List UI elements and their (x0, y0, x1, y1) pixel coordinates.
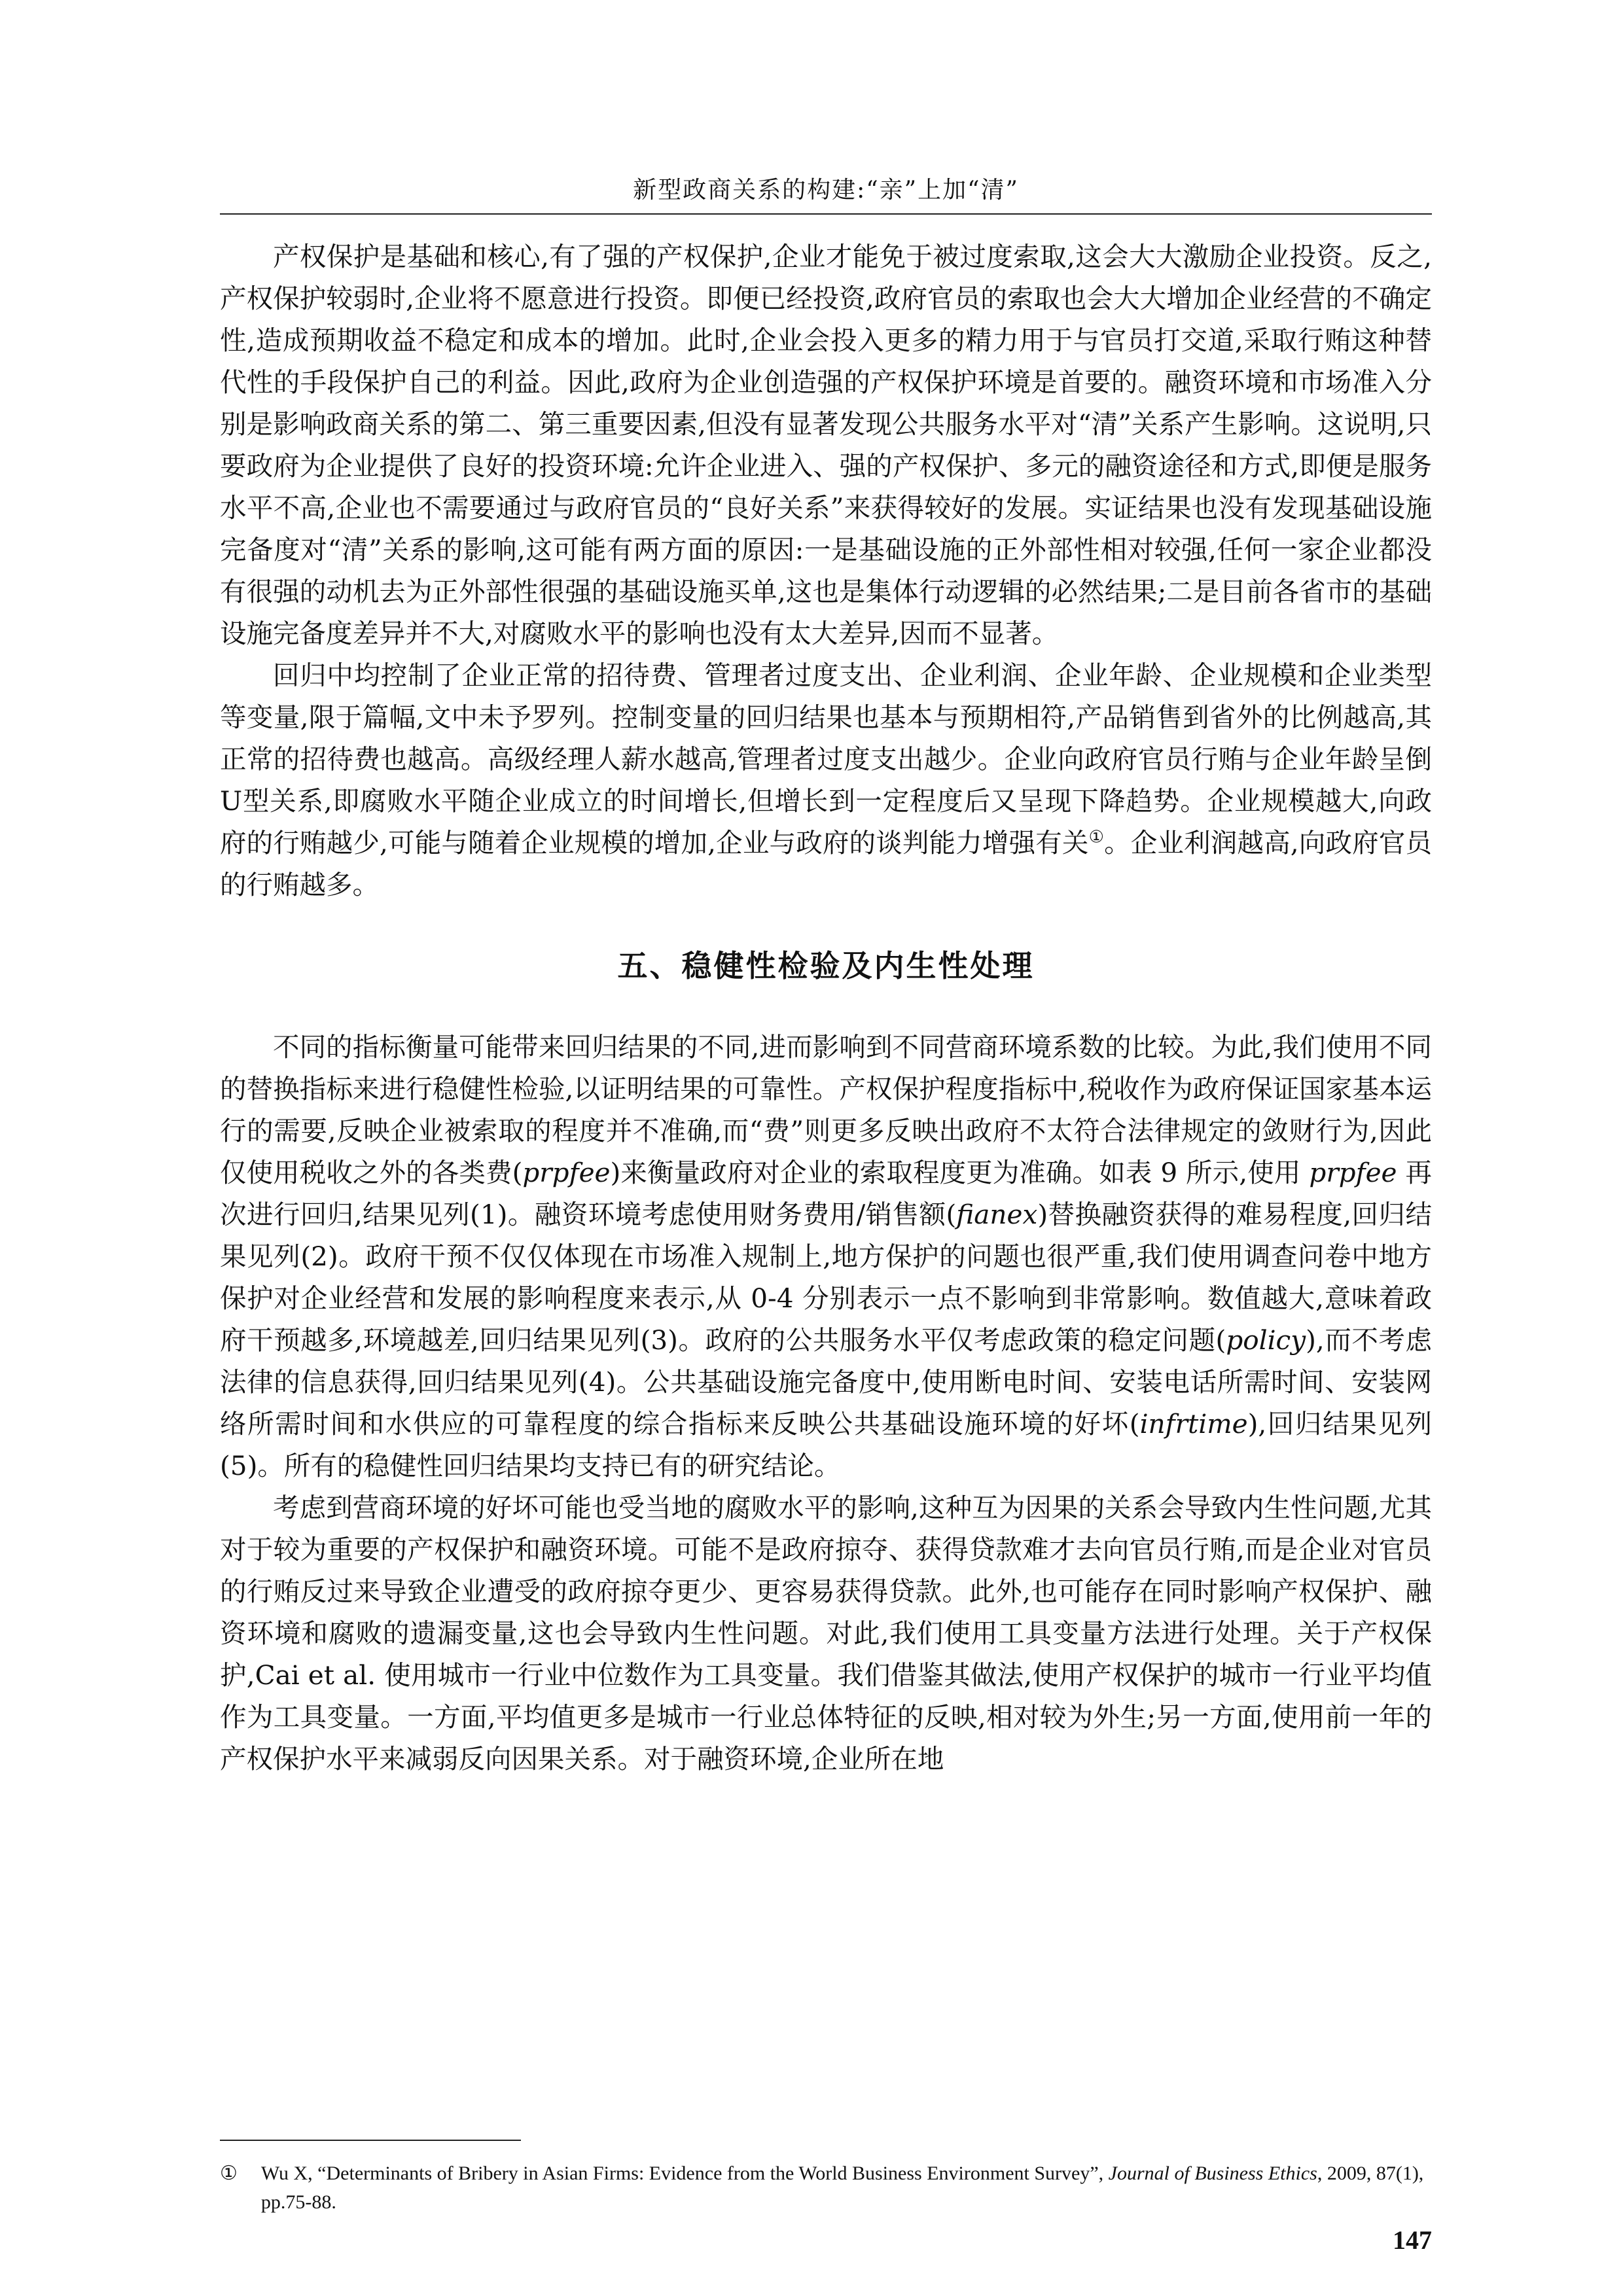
text-run: )来衡量政府对企业的索取程度更为准确。如表 9 所示,使用 (610, 1157, 1310, 1188)
footnote-citation: Wu X, “Determinants of Bribery in Asian Firms: Evidence from the World Business Environment Survey”, (260, 2163, 1109, 2184)
footnote-marker: ① (220, 2163, 238, 2184)
paragraph (220, 654, 1432, 906)
paragraph: 考虑到营商环境的好坏可能也受当地的腐败水平的影响,这种互为因果的关系会导致内生性问题,尤其对于较为重要的产权保护和融资环境。可能不是政府掠夺、获得贷款难才去向官员行贿,而是企业对官员的行贿反过来导致企业遭受的政府掠夺更少、更容易获得贷款。此外,也可能存在同时影响产权保护、融资环境和腐败的遗漏变量,这也会导致内生性问题。对此,我们使用工具变量方法进行处理。关于产权保护,Cai et al. 使用城市一行业中位数作为工具变量。我们借鉴其做法,使用产权保护的城市一行业平均值作为工具变量。一方面,平均值更多是城市一行业总体特征的反映,相对较为外生;另一方面,使用前一年的产权保护水平来减弱反向因果关系。对于融资环境,企业所在地 (220, 1492, 1432, 1775)
text-run: ),回归结果见列(5)。所有的稳健性回归结果均支持已有的研究结论。 (220, 1408, 1432, 1481)
page-number: 147 (1393, 2225, 1432, 2255)
footnote-rule (220, 2140, 521, 2141)
text-run: 再次进行回归,结果见列(1)。融资环境考虑使用财务费用/销售额( (220, 1157, 1433, 1230)
paragraph-tail: 。企业利润越高,向政府官员的行贿越多。 (220, 827, 1432, 900)
running-title: 新型政商关系的构建:“亲”上加“清” (633, 177, 1019, 203)
variable-prpfee: prpfee (1309, 1157, 1397, 1188)
text-run: 不同的指标衡量可能带来回归结果的不同,进而影响到不同营商环境系数的比较。为此,我们使用不同的替换指标来进行稳健性检验,以证明结果的可靠性。产权保护程度指标中,税收作为政府保证国家基本运行的需要,反映企业被索取的程度并不准确,而“费”则更多反映出政府不太符合法律规定的敛财行为,因此仅使用税收之外的各类费( (220, 1031, 1432, 1188)
header-rule (220, 213, 1432, 215)
body-text (220, 236, 1432, 1780)
section-heading: 五、稳健性检验及内生性处理 (617, 948, 1035, 983)
footnote (220, 2159, 1432, 2217)
footnote-reference[interactable]: ① (1088, 827, 1105, 847)
variable-policy: policy (1226, 1324, 1306, 1356)
variable-prpfee: prpfee (522, 1157, 611, 1188)
text-run: ),而不考虑法律的信息获得,回归结果见列(4)。公共基础设施完备度中,使用断电时间、安装电话所需时间、安装网络所需时间和水供应的可靠程度的综合指标来反映公共基础设施环境的好坏( (220, 1324, 1432, 1439)
footnote-text (261, 2159, 1432, 2217)
variable-fianex: fianex (956, 1199, 1038, 1230)
text-run: )替换融资获得的难易程度,回归结果见列(2)。政府干预不仅仅体现在市场准入规制上,地方保护的问题也很严重,我们使用调查问卷中地方保护对企业经营和发展的影响程度来表示,从 0-4 分别表示一点不影响到非常影响。数值越大,意味着政府干预越多,环境越差,回归结果见列(3)。政府的公共服务水平仅考虑政策的稳定问题( (220, 1199, 1432, 1356)
paragraph (220, 1026, 1432, 1487)
journal-name: Journal of Business Ethics (1108, 2163, 1317, 2184)
variable-infrtime: infrtime (1139, 1408, 1248, 1439)
paragraph: 产权保护是基础和核心,有了强的产权保护,企业才能免于被过度索取,这会大大激励企业投资。反之,产权保护较弱时,企业将不愿意进行投资。即便已经投资,政府官员的索取也会大大增加企业经营的不确定性,造成预期收益不稳定和成本的增加。此时,企业会投入更多的精力用于与官员打交道,采取行贿这种替代性的手段保护自己的利益。因此,政府为企业创造强的产权保护环境是首要的。融资环境和市场准入分别是影响政商关系的第二、第三重要因素,但没有显著发现公共服务水平对“清”关系产生影响。这说明,只要政府为企业提供了良好的投资环境:允许企业进入、强的产权保护、多元的融资途径和方式,即便是服务水平不高,企业也不需要通过与政府官员的“良好关系”来获得较好的发展。实证结果也没有发现基础设施完备度对“清”关系的影响,这可能有两方面的原因:一是基础设施的正外部性相对较强,任何一家企业都没有很强的动机去为正外部性很强的基础设施买单,这也是集体行动逻辑的必然结果;二是目前各省市的基础设施完备度差异并不大,对腐败水平的影响也没有太大差异,因而不显著。 (220, 241, 1432, 649)
footnote-citation-tail: , 2009, 87(1), pp.75-88. (260, 2163, 1424, 2213)
paragraph-text: 回归中均控制了企业正常的招待费、管理者过度支出、企业利润、企业年龄、企业规模和企业类型等变量,限于篇幅,文中未予罗列。控制变量的回归结果也基本与预期相符,产品销售到省外的比例越高,其正常的招待费也越高。高级经理人薪水越高,管理者过度支出越少。企业向政府官员行贿与企业年龄呈倒U型关系,即腐败水平随企业成立的时间增长,但增长到一定程度后又呈现下降趋势。企业规模越大,向政府的行贿越少,可能与随着企业规模的增加,企业与政府的谈判能力增强有关 (220, 660, 1432, 858)
